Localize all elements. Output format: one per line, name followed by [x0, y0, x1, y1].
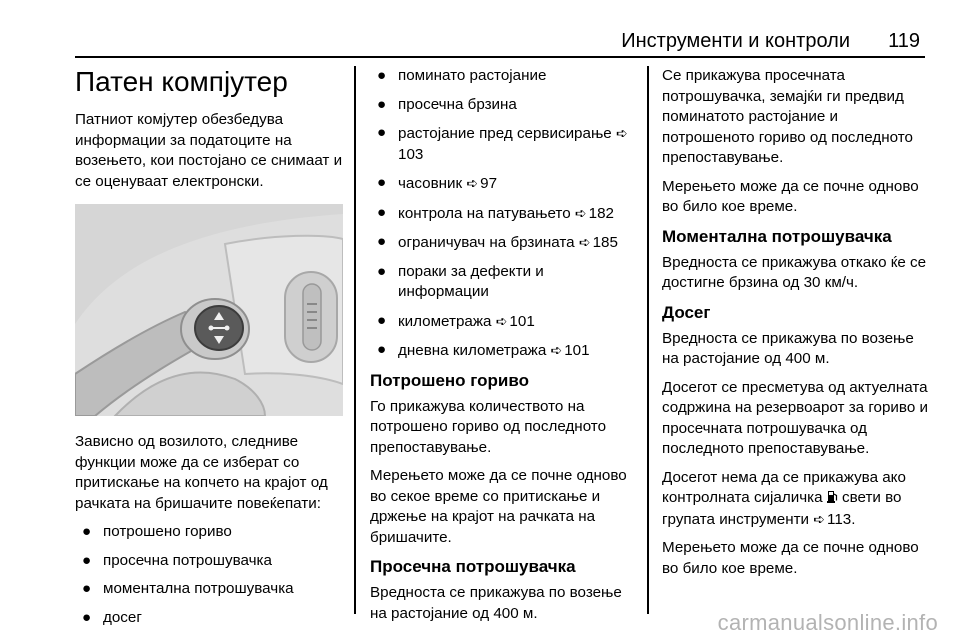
list-item-text: километража	[398, 312, 492, 330]
wiper-lever-illustration	[75, 204, 343, 416]
page-reference[interactable]: 101	[564, 342, 590, 359]
page-reference[interactable]: 103	[398, 145, 424, 163]
list-item-text: контрола на патувањето	[398, 204, 571, 222]
section-title: Патен компјутер	[75, 66, 288, 97]
function-list	[75, 522, 343, 628]
list-item-text: пораки за дефекти и информации	[398, 262, 544, 300]
bullet-dot: ●	[377, 203, 387, 221]
list-item-text: дневна километража	[398, 342, 547, 359]
list-item	[75, 551, 343, 572]
range-paragraph-1: Вредноста се прикажува по возење на растојание од 400 м.	[662, 329, 914, 367]
bullet-dot: ●	[377, 124, 387, 141]
instant-consumption-paragraph: Вредноста се прикажува откако ќе се достигне брзина од 30 км/ч.	[662, 253, 927, 291]
fuel-used-heading: Потрошено гориво	[370, 370, 529, 390]
list-item	[75, 522, 343, 543]
range-p3-text: Досегот нема да се прикажува ако контролната сијаличка	[662, 468, 906, 506]
column-middle	[370, 66, 638, 632]
fuel-reset-paragraph: Мерењето може да се почне одново во секое време со притискање и држење на крајот на рачката на бришачите.	[370, 467, 627, 546]
bullet-dot: ●	[377, 67, 387, 84]
page-reference-arrow-icon: ➪	[466, 175, 479, 191]
list-item-text: досег	[103, 608, 142, 626]
watermark: carmanualsonline.info	[717, 610, 938, 635]
page-reference[interactable]: 97	[480, 175, 498, 192]
list-item	[370, 173, 638, 195]
range-reset-paragraph: Мерењето може да се почне одново во било кое време.	[662, 539, 919, 577]
list-item-text: просечна брзина	[398, 95, 517, 113]
list-item	[370, 66, 638, 87]
range-heading: Досег	[662, 302, 711, 322]
range-paragraph-2: Досегот се пресметува од актуелната содржина на резервоарот за гориво и просечната потрошувачка од последното препоставување.	[662, 378, 928, 457]
bullet-dot: ●	[377, 233, 387, 250]
bullet-dot: ●	[82, 523, 92, 540]
list-item	[370, 311, 638, 333]
list-item-text: часовник	[398, 175, 463, 192]
page-reference[interactable]: 185	[592, 234, 618, 251]
list-item	[370, 232, 638, 254]
column-divider	[647, 66, 649, 614]
running-header	[0, 30, 960, 54]
header-rule	[75, 56, 925, 58]
bullet-dot: ●	[377, 311, 387, 329]
bullet-dot: ●	[82, 580, 92, 597]
bullet-dot: ●	[377, 95, 387, 113]
column-right	[662, 66, 932, 587]
average-consumption-detail: Се прикажува просечната потрошувачка, земајќи ги предвид поминатото растојание и потрошеното гориво од последното препоставување.	[662, 67, 913, 166]
page-number: 119	[888, 30, 920, 52]
column-divider	[354, 66, 356, 614]
average-reset-paragraph: Мерењето може да се почне одново во било кое време.	[662, 177, 919, 215]
bullet-dot: ●	[82, 608, 92, 626]
list-item	[75, 579, 343, 600]
wiper-lever-button-figure	[75, 204, 343, 416]
fuel-reserve-lamp-icon	[827, 489, 838, 503]
function-list-continued	[370, 66, 638, 362]
fuel-used-paragraph: Го прикажува количеството на потрошено гориво од последното препоставување.	[370, 397, 607, 456]
list-item	[370, 262, 638, 303]
running-title: Инструменти и контроли	[621, 30, 850, 52]
list-item-text: потрошено гориво	[103, 523, 232, 540]
list-item-text: растојание пред сервисирање	[398, 125, 612, 142]
list-item	[370, 95, 638, 116]
list-item	[75, 608, 343, 629]
page-reference[interactable]: 182	[588, 204, 614, 222]
page-reference-arrow-icon: ➪	[574, 204, 587, 221]
bullet-dot: ●	[377, 341, 387, 358]
page-reference-arrow-icon: ➪	[615, 125, 628, 141]
bullet-dot: ●	[377, 174, 387, 191]
page-reference[interactable]: 113.	[827, 510, 856, 528]
list-item-text: моментална потрошувачка	[103, 580, 294, 597]
list-item-text: ограничувач на брзината	[398, 234, 575, 251]
list-item-text: поминато растојание	[398, 67, 547, 84]
list-item	[370, 340, 638, 362]
page-reference-arrow-icon: ➪	[550, 342, 563, 358]
page-reference[interactable]: 101	[509, 312, 535, 330]
page-reference-arrow-icon: ➪	[578, 234, 591, 250]
intro-paragraph: Патниот комјутер обезбедува информации за податоците на возењето, кои постојано се снимаат и се оценуваат електронски.	[75, 111, 343, 190]
average-consumption-paragraph: Вредноста се прикажува по возење на растојание од 400 м.	[370, 584, 622, 622]
instant-consumption-heading: Моментална потрошувачка	[662, 226, 892, 246]
list-item-text: просечна потрошувачка	[103, 551, 272, 569]
functions-paragraph: Зависно од возилото, следниве функции може да се изберат со притискање на копчето на крајот од рачката на бришачите повеќепати:	[75, 433, 328, 512]
average-consumption-heading: Просечна потрошувачка	[370, 557, 576, 576]
page-reference-arrow-icon: ➪	[813, 510, 826, 527]
bullet-dot: ●	[377, 262, 387, 280]
range-paragraph-3	[662, 468, 932, 531]
column-left	[75, 66, 343, 636]
list-item	[370, 123, 638, 165]
bullet-dot: ●	[82, 551, 92, 569]
list-item	[370, 203, 638, 225]
page-reference-arrow-icon: ➪	[495, 312, 508, 329]
range-p3-text: свети во групата инструменти	[662, 489, 902, 528]
